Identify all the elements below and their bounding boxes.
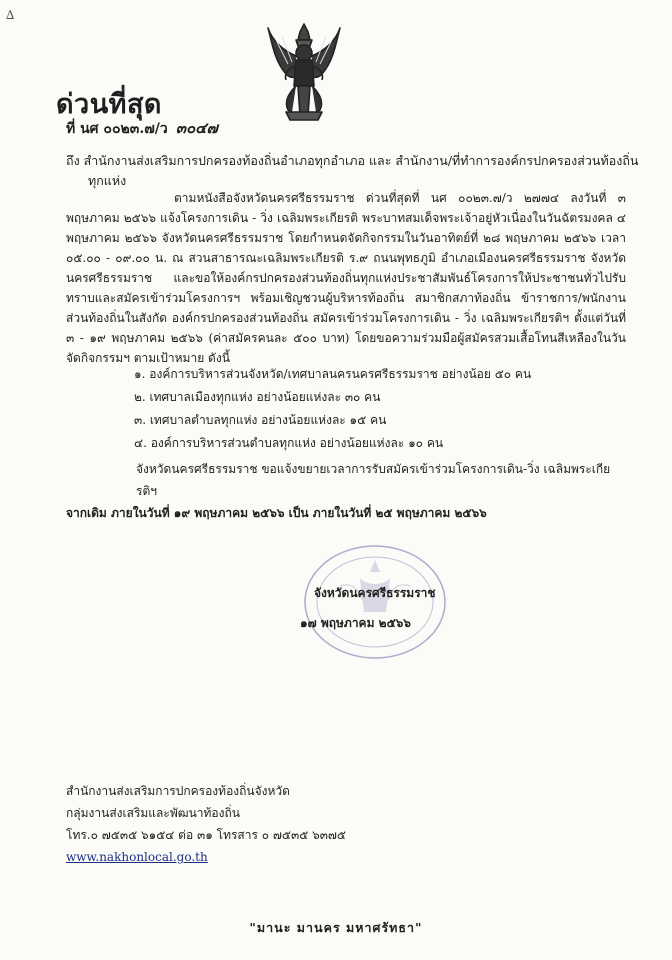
- document-number-label: ที่ นศ ๐๐๒๓.๗/ว: [66, 121, 168, 137]
- addressee-line1: ถึง สำนักงานส่งเสริมการปกครองท้องถิ่นอำเภอทุกอำเภอ และ สำนักงาน/ที่ทำการองค์กรปกครองส่วนท้องถิ่น: [66, 153, 639, 168]
- footer-office: สำนักงานส่งเสริมการปกครองท้องถิ่นจังหวัด: [66, 784, 290, 798]
- slogan: "มานะ มานคร มหาศรัทธา": [249, 920, 423, 935]
- footer-division: กลุ่มงานส่งเสริมและพัฒนาท้องถิ่น: [66, 806, 240, 820]
- footer-contact: [66, 780, 346, 868]
- body-text: [66, 188, 626, 368]
- target-list: [134, 363, 531, 455]
- footer-phone: โทร.๐ ๗๕๓๕ ๖๑๕๔ ต่อ ๓๑ โทรสาร ๐ ๗๕๓๕ ๖๓๗๕: [66, 828, 347, 842]
- website-link[interactable]: www.nakhonlocal.go.th: [66, 850, 208, 864]
- urgency-heading: ด่วนที่สุด: [56, 89, 162, 120]
- extension-line2: จากเดิม ภายในวันที่ ๑๙ พฤษภาคม ๒๕๖๖ เป็น ภายในวันที่ ๒๕ พฤษภาคม ๒๕๖๖: [66, 506, 487, 520]
- extension-notice: [66, 458, 626, 524]
- target-item: ๔. องค์การบริหารส่วนตำบลทุกแห่ง อย่างน้อยแห่งละ ๑๐ คน: [134, 436, 444, 450]
- corner-mark: ∆: [6, 8, 15, 22]
- document-number-handwritten: ๓๐๔๗: [175, 119, 218, 137]
- addressee: [66, 151, 646, 191]
- signature-date: ๑๗ พฤษภาคม ๒๕๖๖: [300, 616, 411, 630]
- extension-line1: จังหวัดนครศรีธรรมราช ขอแจ้งขยายเวลาการรับสมัครเข้าร่วมโครงการเดิน-วิ่ง เฉลิมพระเกียรติฯ: [136, 462, 611, 498]
- signer-name: จังหวัดนครศรีธรรมราช: [314, 586, 436, 600]
- addressee-line2: ทุกแห่ง: [88, 173, 127, 188]
- target-item: ๒. เทศบาลเมืองทุกแห่ง อย่างน้อยแห่งละ ๓๐ คน: [134, 390, 381, 404]
- document-number: [66, 116, 218, 140]
- target-item: ๑. องค์การบริหารส่วนจังหวัด/เทศบาลนครนครศรีธรรมราช อย่างน้อย ๕๐ คน: [134, 367, 532, 381]
- target-item: ๓. เทศบาลตำบลทุกแห่ง อย่างน้อยแห่งละ ๑๕ คน: [134, 413, 387, 427]
- body-paragraph: ตามหนังสือจังหวัดนครศรีธรรมราช ด่วนที่สุดที่ นศ ๐๐๒๓.๗/ว ๒๗๗๔ ลงวันที่ ๓ พฤษภาคม ๒๕๖๖ แจ้งโครงการเดิน - วิ่ง เฉลิมพระเกียรติ พระบาทสมเด็จพระเจ้าอยู่หัวเนื่องในวันฉัตรมงคล ๔ พฤษภาคม ๒๕๖๖ จังหวัดนครศรีธรรมราช โดยกำหนดจัดกิจกรรมในวันอาทิตย์ที่ ๒๘ พฤษภาคม ๒๕๖๖ เวลา ๐๕.๐๐ - ๐๙.๐๐ น. ณ สวนสาธารณะเฉลิมพระเกียรติ ร.๙ ถนนพุทธภูมิ อำเภอเมืองนครศรีธรรมราช จังหวัดนครศรีธรรมราช และขอให้องค์กรปกครองส่วนท้องถิ่นทุกแห่งประชาสัมพันธ์โครงการให้ประชาชนทั่วไปรับทราบและสมัครเข้าร่วมโครงการฯ พร้อมเชิญชวนผู้บริหารท้องถิ่น สมาชิกสภาท้องถิ่น ข้าราชการ/พนักงานส่วนท้องถิ่นในสังกัด องค์กรปกครองส่วนท้องถิ่น สมัครเข้าร่วมโครงการเดิน - วิ่ง เฉลิมพระเกียรติฯ ตั้งแต่วันที่ ๓ - ๑๙ พฤษภาคม ๒๕๖๖ (ค่าสมัครคนละ ๕๐๐ บาท) โดยขอความร่วมมือผู้สมัครสวมเสื้อโทนสีเหลืองในวันจัดกิจกรรมฯ ตามเป้าหมาย ดังนี้: [66, 191, 626, 365]
- garuda-emblem-icon: [262, 20, 346, 124]
